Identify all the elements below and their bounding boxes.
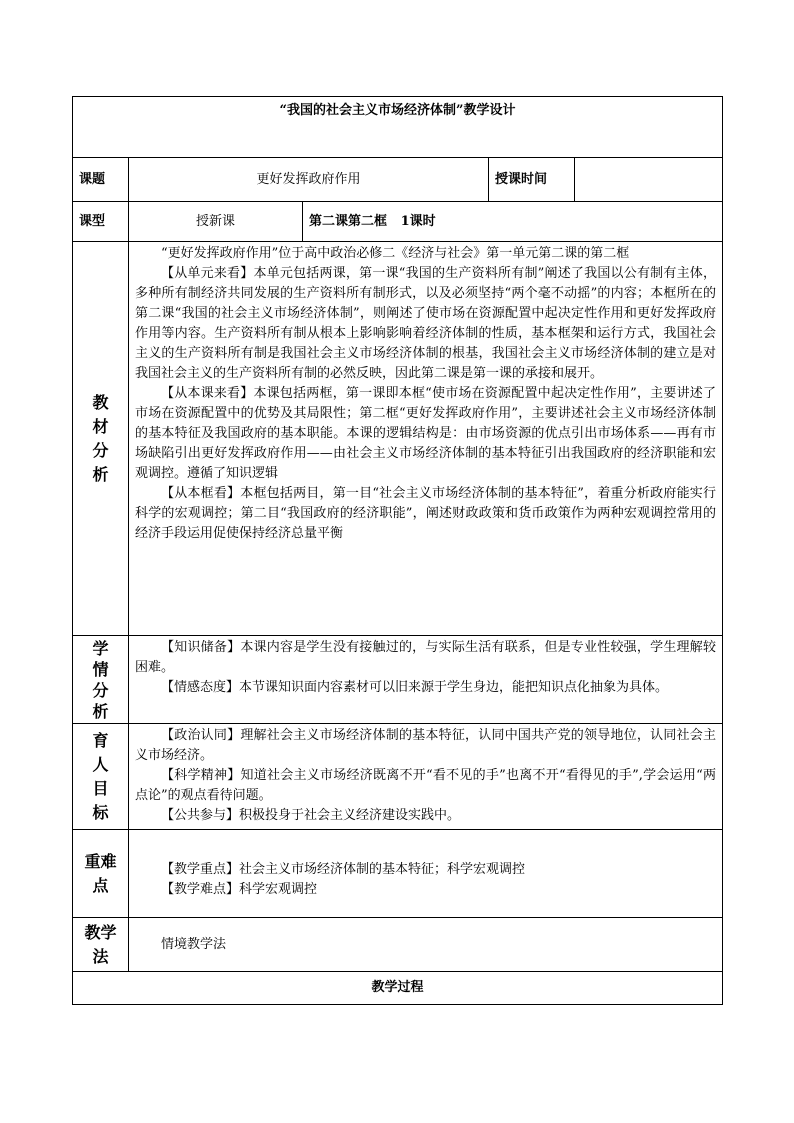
- key-points-content: [129, 830, 723, 918]
- paragraph: 【科学精神】知道社会主义市场经济既离不开“看不见的手”也离不开“看得见的手”,学会运用“两点论”的观点看待问题。: [135, 768, 717, 803]
- type-value: 授新课: [129, 202, 303, 242]
- method-content: [129, 918, 723, 972]
- label-char: 析: [92, 701, 109, 721]
- document-title: “我国的社会主义市场经济体制”教学设计: [73, 97, 723, 158]
- key-points-label: [73, 830, 129, 918]
- label-char: 点: [92, 875, 109, 895]
- label-char: 材: [92, 416, 109, 436]
- paragraph: 【政治认同】理解社会主义市场经济体制的基本特征，认同中国共产党的领导地位，认同社会主义市场经济。: [135, 728, 717, 763]
- paragraph: 【教学难点】科学宏观调控: [161, 881, 318, 897]
- label-char: 重难: [84, 851, 117, 871]
- label-char: 标: [92, 802, 109, 822]
- time-value: [575, 158, 723, 202]
- type-row: [73, 202, 723, 242]
- material-analysis-row: [73, 242, 723, 636]
- time-label: 授课时间: [489, 158, 575, 202]
- process-row: [73, 972, 723, 1005]
- title-row: [73, 97, 723, 158]
- label-char: 情: [92, 659, 109, 679]
- label-char: 目: [92, 778, 109, 798]
- label-char: 教: [92, 392, 109, 412]
- goals-label: [73, 724, 129, 830]
- paragraph: 【从本课来看】本课包括两框，第一课即本框“使市场在资源配置中起决定性作用”，主要讲述了市场在资源配置中的优势及其局限性；第二框“更好发挥政府作用”，主要讲述社会主义市场经济体制的基本特征及我国政府的基本职能。本课的逻辑结构是：由市场资源的优点引出市场体系——再有市场缺陷引出更好发挥政府作用——由社会主义市场经济体制的基本特征引出我国政府的经济职能和宏观调控。遵循了知识逻辑: [135, 386, 717, 481]
- label-char: 分: [92, 440, 109, 460]
- paragraph: 【知识储备】本课内容是学生没有接触过的，与实际生活有联系，但是专业性较强，学生理解较困难。: [135, 640, 717, 675]
- paragraph: 【教学重点】社会主义市场经济体制的基本特征；科学宏观调控: [161, 861, 526, 877]
- label-char: 分: [92, 680, 109, 700]
- label-char: 学: [92, 638, 109, 658]
- type-label: 课型: [73, 202, 129, 242]
- student-analysis-row: [73, 636, 723, 724]
- key-points-row: [73, 830, 723, 918]
- material-analysis-content: [129, 242, 723, 636]
- topic-row: [73, 158, 723, 202]
- paragraph: “更好发挥政府作用”位于高中政治必修二《经济与社会》第一单元第二课的第二框: [161, 246, 630, 261]
- paragraph: 【情感态度】本节课知识面内容素材可以旧来源于学生身边，能把知识点化抽象为具体。: [161, 680, 669, 695]
- student-analysis-label: [73, 636, 129, 724]
- student-analysis-content: [129, 636, 723, 724]
- label-char: 析: [92, 464, 109, 484]
- process-heading: 教学过程: [73, 972, 723, 1005]
- method-value: 情境教学法: [161, 936, 227, 952]
- goals-row: [73, 724, 723, 830]
- paragraph: 【从单元来看】本单元包括两课，第一课“我国的生产资料所有制”阐述了我国以公有制有主体，多种所有制经济共同发展的生产资料所有制形式，以及必须坚持“两个毫不动摇”的内容；本框所在的第二课“我国的社会主义市场经济体制”，则阐述了使市场在资源配置中起决定性作用和更好发挥政府作用等内容。生产资料所有制从根本上影响影响着经济体制的性质，基本框架和运行方式，我国社会主义的生产资料所有制是我国社会主义市场经济体制的根基，我国社会主义市场经济体制的建立是对我国社会主义的生产资料所有制的必然反映，因此第二课是第一课的承接和展开。: [135, 266, 717, 381]
- label-char: 育: [92, 730, 109, 750]
- topic-label: 课题: [73, 158, 129, 202]
- lesson-value: 第二课第二框 1课时: [303, 202, 723, 242]
- method-row: [73, 918, 723, 972]
- method-label: [73, 918, 129, 972]
- material-analysis-label: [73, 242, 129, 636]
- paragraph: 【从本框看】本框包括两目，第一目“社会主义市场经济体制的基本特征”，着重分析政府能实行科学的宏观调控；第二目“我国政府的经济职能”，阐述财政政策和货币政策作为两种宏观调控常用的经济手段运用促使保持经济总量平衡: [135, 486, 717, 541]
- label-char: 法: [92, 946, 109, 966]
- lesson-plan-table: [72, 96, 723, 1005]
- paragraph: 【公共参与】积极投身于社会主义经济建设实践中。: [161, 808, 461, 823]
- label-char: 教学: [84, 922, 117, 942]
- goals-content: [129, 724, 723, 830]
- topic-value: 更好发挥政府作用: [129, 158, 489, 202]
- label-char: 人: [92, 754, 109, 774]
